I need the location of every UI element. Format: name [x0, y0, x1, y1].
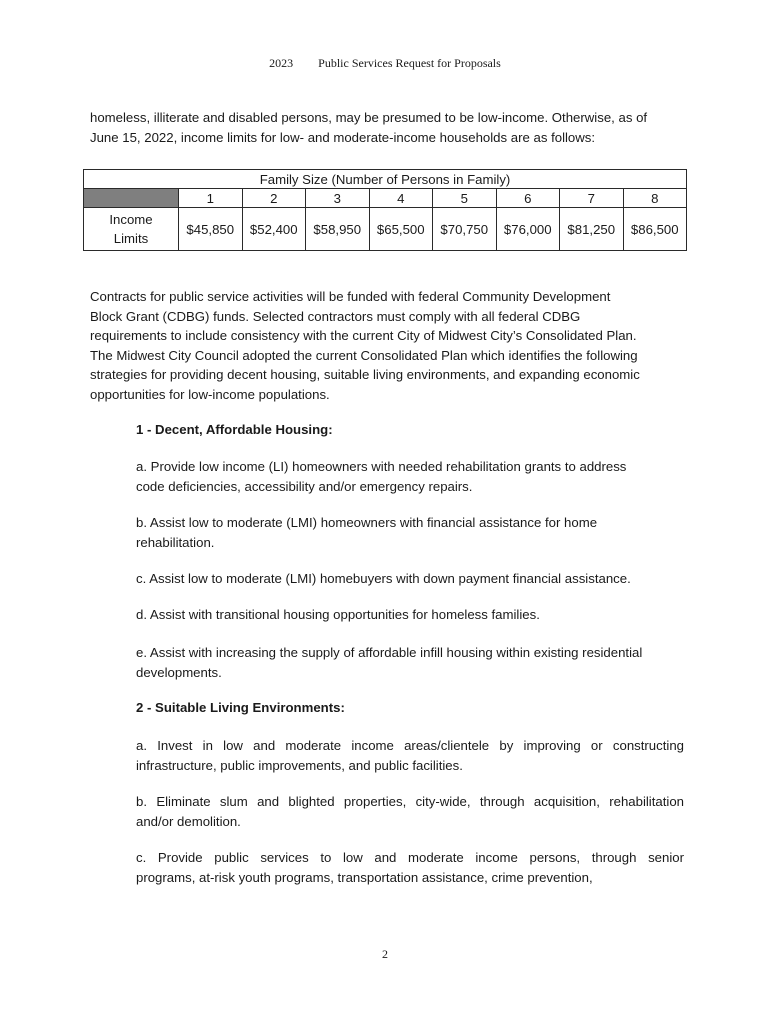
income-limit-cell: $65,500	[369, 208, 433, 251]
section-heading-living: 2 - Suitable Living Environments:	[136, 700, 345, 715]
paragraph-line: Contracts for public service activities will be funded with federal Community Development	[90, 289, 611, 304]
family-size-cell: 7	[560, 189, 624, 208]
header-year: 2023	[269, 56, 294, 70]
list-item-line: c. Provide public services to low and moderate income persons, through senior	[136, 850, 684, 865]
contracts-paragraph	[90, 287, 682, 404]
paragraph-line: The Midwest City Council adopted the current Consolidated Plan which identifies the following	[90, 347, 638, 363]
income-limit-cell: $81,250	[560, 208, 624, 251]
list-item: c. Assist low to moderate (LMI) homebuyers with down payment financial assistance.	[136, 571, 631, 586]
intro-line: June 15, 2022, income limits for low- and moderate-income households are as follows:	[90, 129, 596, 145]
list-item-line: and/or demolition.	[136, 813, 241, 829]
family-size-cell: 1	[179, 189, 243, 208]
paragraph-line: Block Grant (CDBG) funds. Selected contractors must comply with all federal CDBG	[90, 308, 581, 324]
header-title: Public Services Request for Proposals	[318, 56, 501, 70]
list-item-line: developments.	[136, 664, 222, 680]
table-caption: Family Size (Number of Persons in Family)	[84, 170, 687, 189]
family-size-cell: 5	[433, 189, 497, 208]
family-size-cell: 6	[496, 189, 560, 208]
page-header	[0, 56, 770, 71]
list-item-line: b. Eliminate slum and blighted properties, city-wide, through acquisition, rehabilitation	[136, 794, 684, 809]
income-limit-cell: $58,950	[306, 208, 370, 251]
list-item	[136, 643, 684, 682]
page-number: 2	[382, 947, 388, 961]
list-item-line: rehabilitation.	[136, 534, 215, 550]
income-limit-cell: $70,750	[433, 208, 497, 251]
list-item	[136, 792, 684, 831]
family-size-cell: 4	[369, 189, 433, 208]
list-item-line: a. Invest in low and moderate income areas/clientele by improving or constructing	[136, 738, 684, 753]
row-label: Income	[109, 212, 153, 227]
family-size-cell: 2	[242, 189, 306, 208]
list-item	[136, 848, 684, 887]
list-item-line: b. Assist low to moderate (LMI) homeowners with financial assistance for home	[136, 515, 598, 530]
income-limit-cell: $52,400	[242, 208, 306, 251]
income-limit-cell: $86,500	[623, 208, 687, 251]
paragraph-line: opportunities for low-income populations.	[90, 386, 330, 402]
intro-line: homeless, illiterate and disabled persons, may be presumed to be low-income. Otherwise, as of	[90, 110, 648, 125]
intro-paragraph	[90, 108, 682, 147]
family-size-cell: 3	[306, 189, 370, 208]
paragraph-line: strategies for providing decent housing, suitable living environments, and expanding economic	[90, 367, 640, 382]
list-item-line: code deficiencies, accessibility and/or emergency repairs.	[136, 478, 473, 494]
list-item-line: programs, at-risk youth programs, transportation assistance, crime prevention,	[136, 869, 593, 885]
family-size-cell: 8	[623, 189, 687, 208]
income-limit-cell: $45,850	[179, 208, 243, 251]
list-item	[136, 513, 684, 552]
list-item: d. Assist with transitional housing opportunities for homeless families.	[136, 607, 540, 622]
list-item-line: a. Provide low income (LI) homeowners with needed rehabilitation grants to address	[136, 459, 627, 474]
row-label-cell	[84, 208, 179, 251]
list-item-line: infrastructure, public improvements, and public facilities.	[136, 757, 463, 773]
list-item-line: e. Assist with increasing the supply of affordable infill housing within existing residential	[136, 645, 643, 660]
row-label: Limits	[113, 231, 149, 246]
paragraph-line: requirements to include consistency with the current City of Midwest City’s Consolidated Plan.	[90, 328, 637, 343]
income-limits-row	[84, 208, 687, 251]
income-limits-table	[83, 169, 687, 251]
family-size-row	[84, 189, 687, 208]
table-corner-cell	[84, 189, 179, 208]
section-heading-housing: 1 - Decent, Affordable Housing:	[136, 422, 333, 437]
income-limit-cell: $76,000	[496, 208, 560, 251]
list-item	[136, 736, 684, 775]
table-caption-row	[84, 170, 687, 189]
list-item	[136, 457, 684, 496]
